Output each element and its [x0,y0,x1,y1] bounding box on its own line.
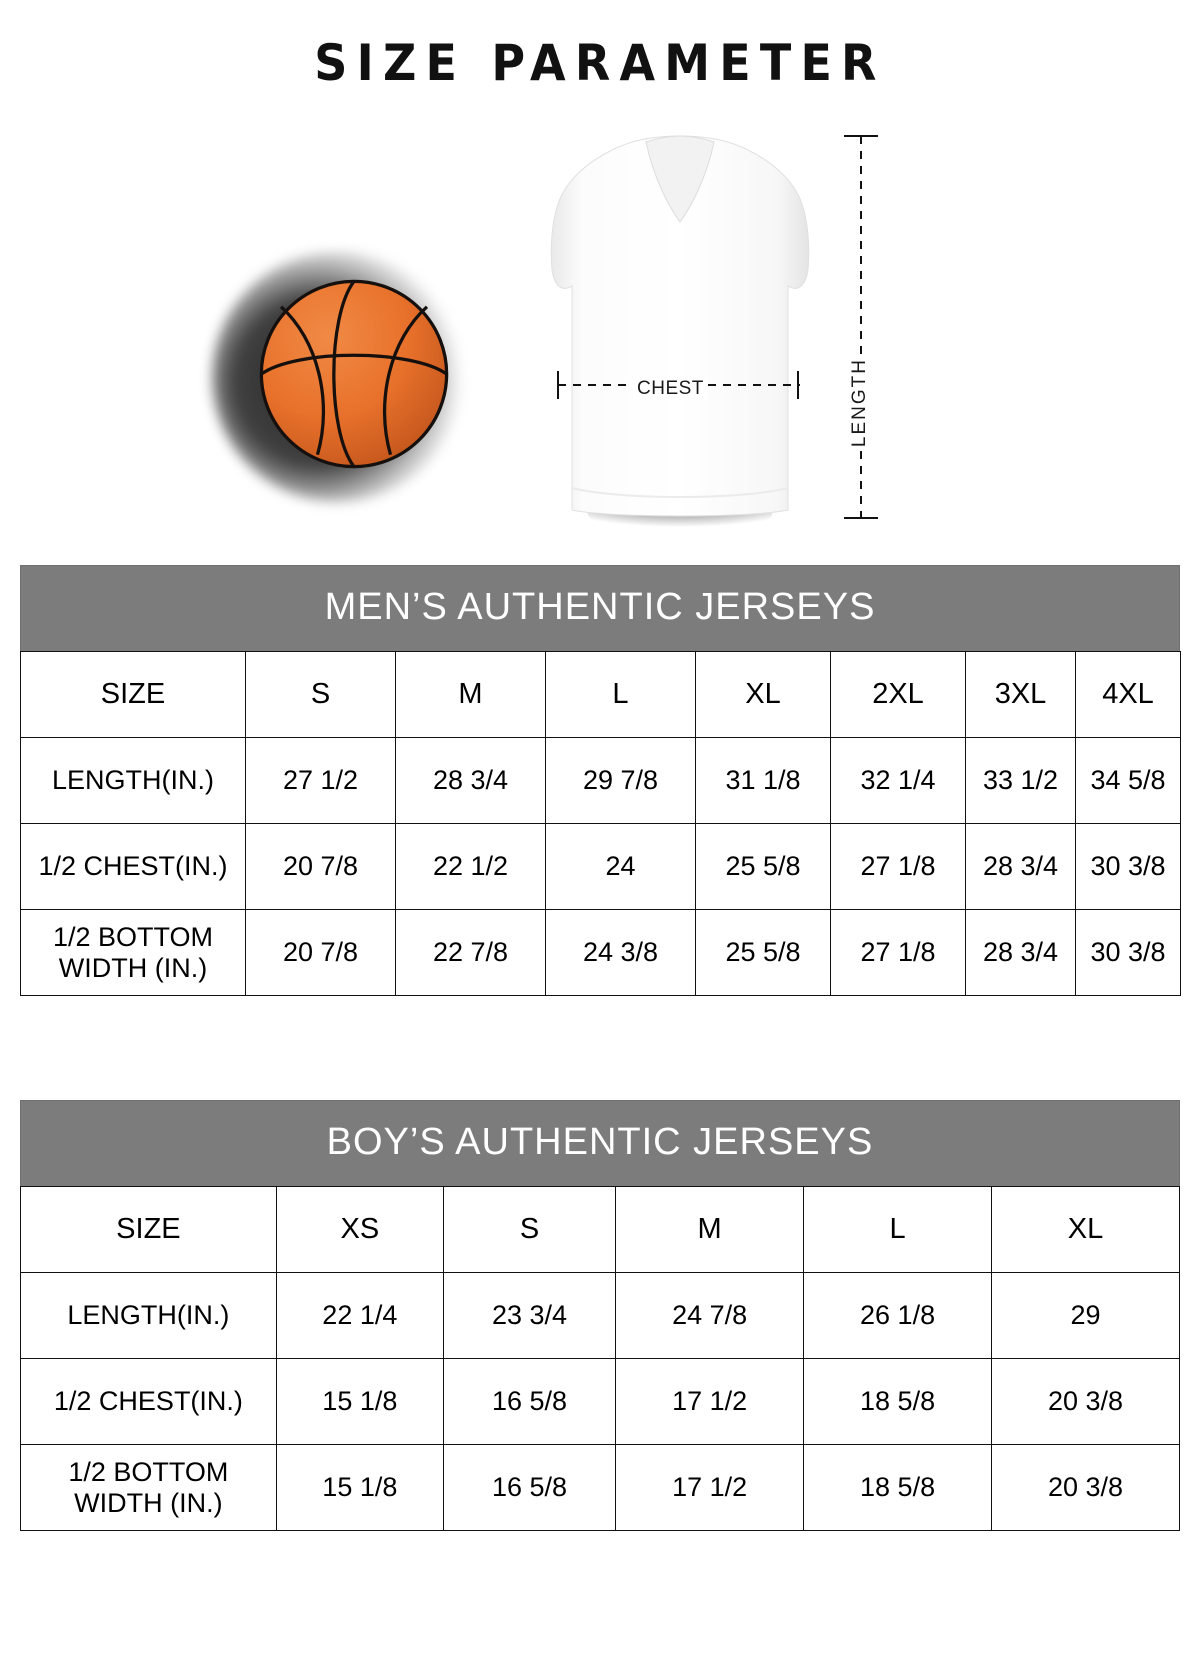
cell: 24 [546,824,696,910]
table-row [21,738,1181,824]
col-header: S [443,1187,615,1273]
chest-label: CHEST [633,378,708,400]
cell: 22 1/2 [396,824,546,910]
cell: 27 1/8 [831,910,966,996]
cell: 27 1/8 [831,824,966,910]
cell: 22 1/4 [276,1273,443,1359]
cell: 16 5/8 [443,1359,615,1445]
cell: 31 1/8 [696,738,831,824]
cell: 20 3/8 [992,1445,1180,1531]
basketball-illustration [240,270,460,490]
cell: 29 7/8 [546,738,696,824]
cell: 18 5/8 [804,1445,992,1531]
table-row [21,1273,1180,1359]
mens-size-table [20,651,1181,996]
table-header-row [21,652,1181,738]
cell: 33 1/2 [966,738,1076,824]
row-header-line2: WIDTH (IN.) [74,1487,223,1518]
table-row [21,910,1181,996]
col-header: L [546,652,696,738]
length-label: LENGTH [845,358,875,447]
cell: 15 1/8 [276,1359,443,1445]
cell: 20 7/8 [246,910,396,996]
cell: 27 1/2 [246,738,396,824]
row-header: 1/2 CHEST(IN.) [21,824,246,910]
cell: 25 5/8 [696,910,831,996]
col-header: SIZE [21,652,246,738]
cell: 17 1/2 [616,1359,804,1445]
col-header: S [246,652,396,738]
jersey-illustration [520,118,840,538]
col-header: XS [276,1187,443,1273]
table-row [21,1445,1180,1531]
col-header: SIZE [21,1187,277,1273]
col-header: XL [992,1187,1180,1273]
row-header-line1: 1/2 BOTTOM [52,922,214,953]
boys-size-table-block [20,1100,1180,1531]
cell: 28 3/4 [396,738,546,824]
cell: 29 [992,1273,1180,1359]
cell: 32 1/4 [831,738,966,824]
mens-table-band: MEN’S AUTHENTIC JERSEYS [20,565,1180,651]
table-row [21,1359,1180,1445]
row-header [21,910,246,996]
length-measure-guide [840,122,882,532]
cell: 24 3/8 [546,910,696,996]
jersey-icon [520,118,840,538]
boys-table-band: BOY’S AUTHENTIC JERSEYS [20,1100,1180,1186]
table-row [21,824,1181,910]
cell: 30 3/8 [1076,824,1181,910]
cell: 20 7/8 [246,824,396,910]
col-header: M [616,1187,804,1273]
cell: 34 5/8 [1076,738,1181,824]
cell: 28 3/4 [966,910,1076,996]
cell: 17 1/2 [616,1445,804,1531]
col-header: 4XL [1076,652,1181,738]
table-header-row [21,1187,1180,1273]
col-header: 2XL [831,652,966,738]
boys-size-table [20,1186,1180,1531]
cell: 23 3/4 [443,1273,615,1359]
col-header: M [396,652,546,738]
row-header-line1: 1/2 BOTTOM [68,1457,229,1488]
cell: 18 5/8 [804,1359,992,1445]
cell: 20 3/8 [992,1359,1180,1445]
row-header [21,1445,277,1531]
mens-size-table-block [20,565,1180,996]
row-header: 1/2 CHEST(IN.) [21,1359,277,1445]
cell: 22 7/8 [396,910,546,996]
row-header: LENGTH(IN.) [21,738,246,824]
col-header: XL [696,652,831,738]
cell: 26 1/8 [804,1273,992,1359]
cell: 15 1/8 [276,1445,443,1531]
cell: 24 7/8 [616,1273,804,1359]
basketball-icon [258,278,450,470]
page-title: SIZE PARAMETER [314,34,886,92]
col-header: 3XL [966,652,1076,738]
cell: 30 3/8 [1076,910,1181,996]
cell: 16 5/8 [443,1445,615,1531]
illustration-area [0,110,1200,550]
cell: 28 3/4 [966,824,1076,910]
row-header: LENGTH(IN.) [21,1273,277,1359]
col-header: L [804,1187,992,1273]
row-header-line2: WIDTH (IN.) [58,952,208,983]
cell: 25 5/8 [696,824,831,910]
